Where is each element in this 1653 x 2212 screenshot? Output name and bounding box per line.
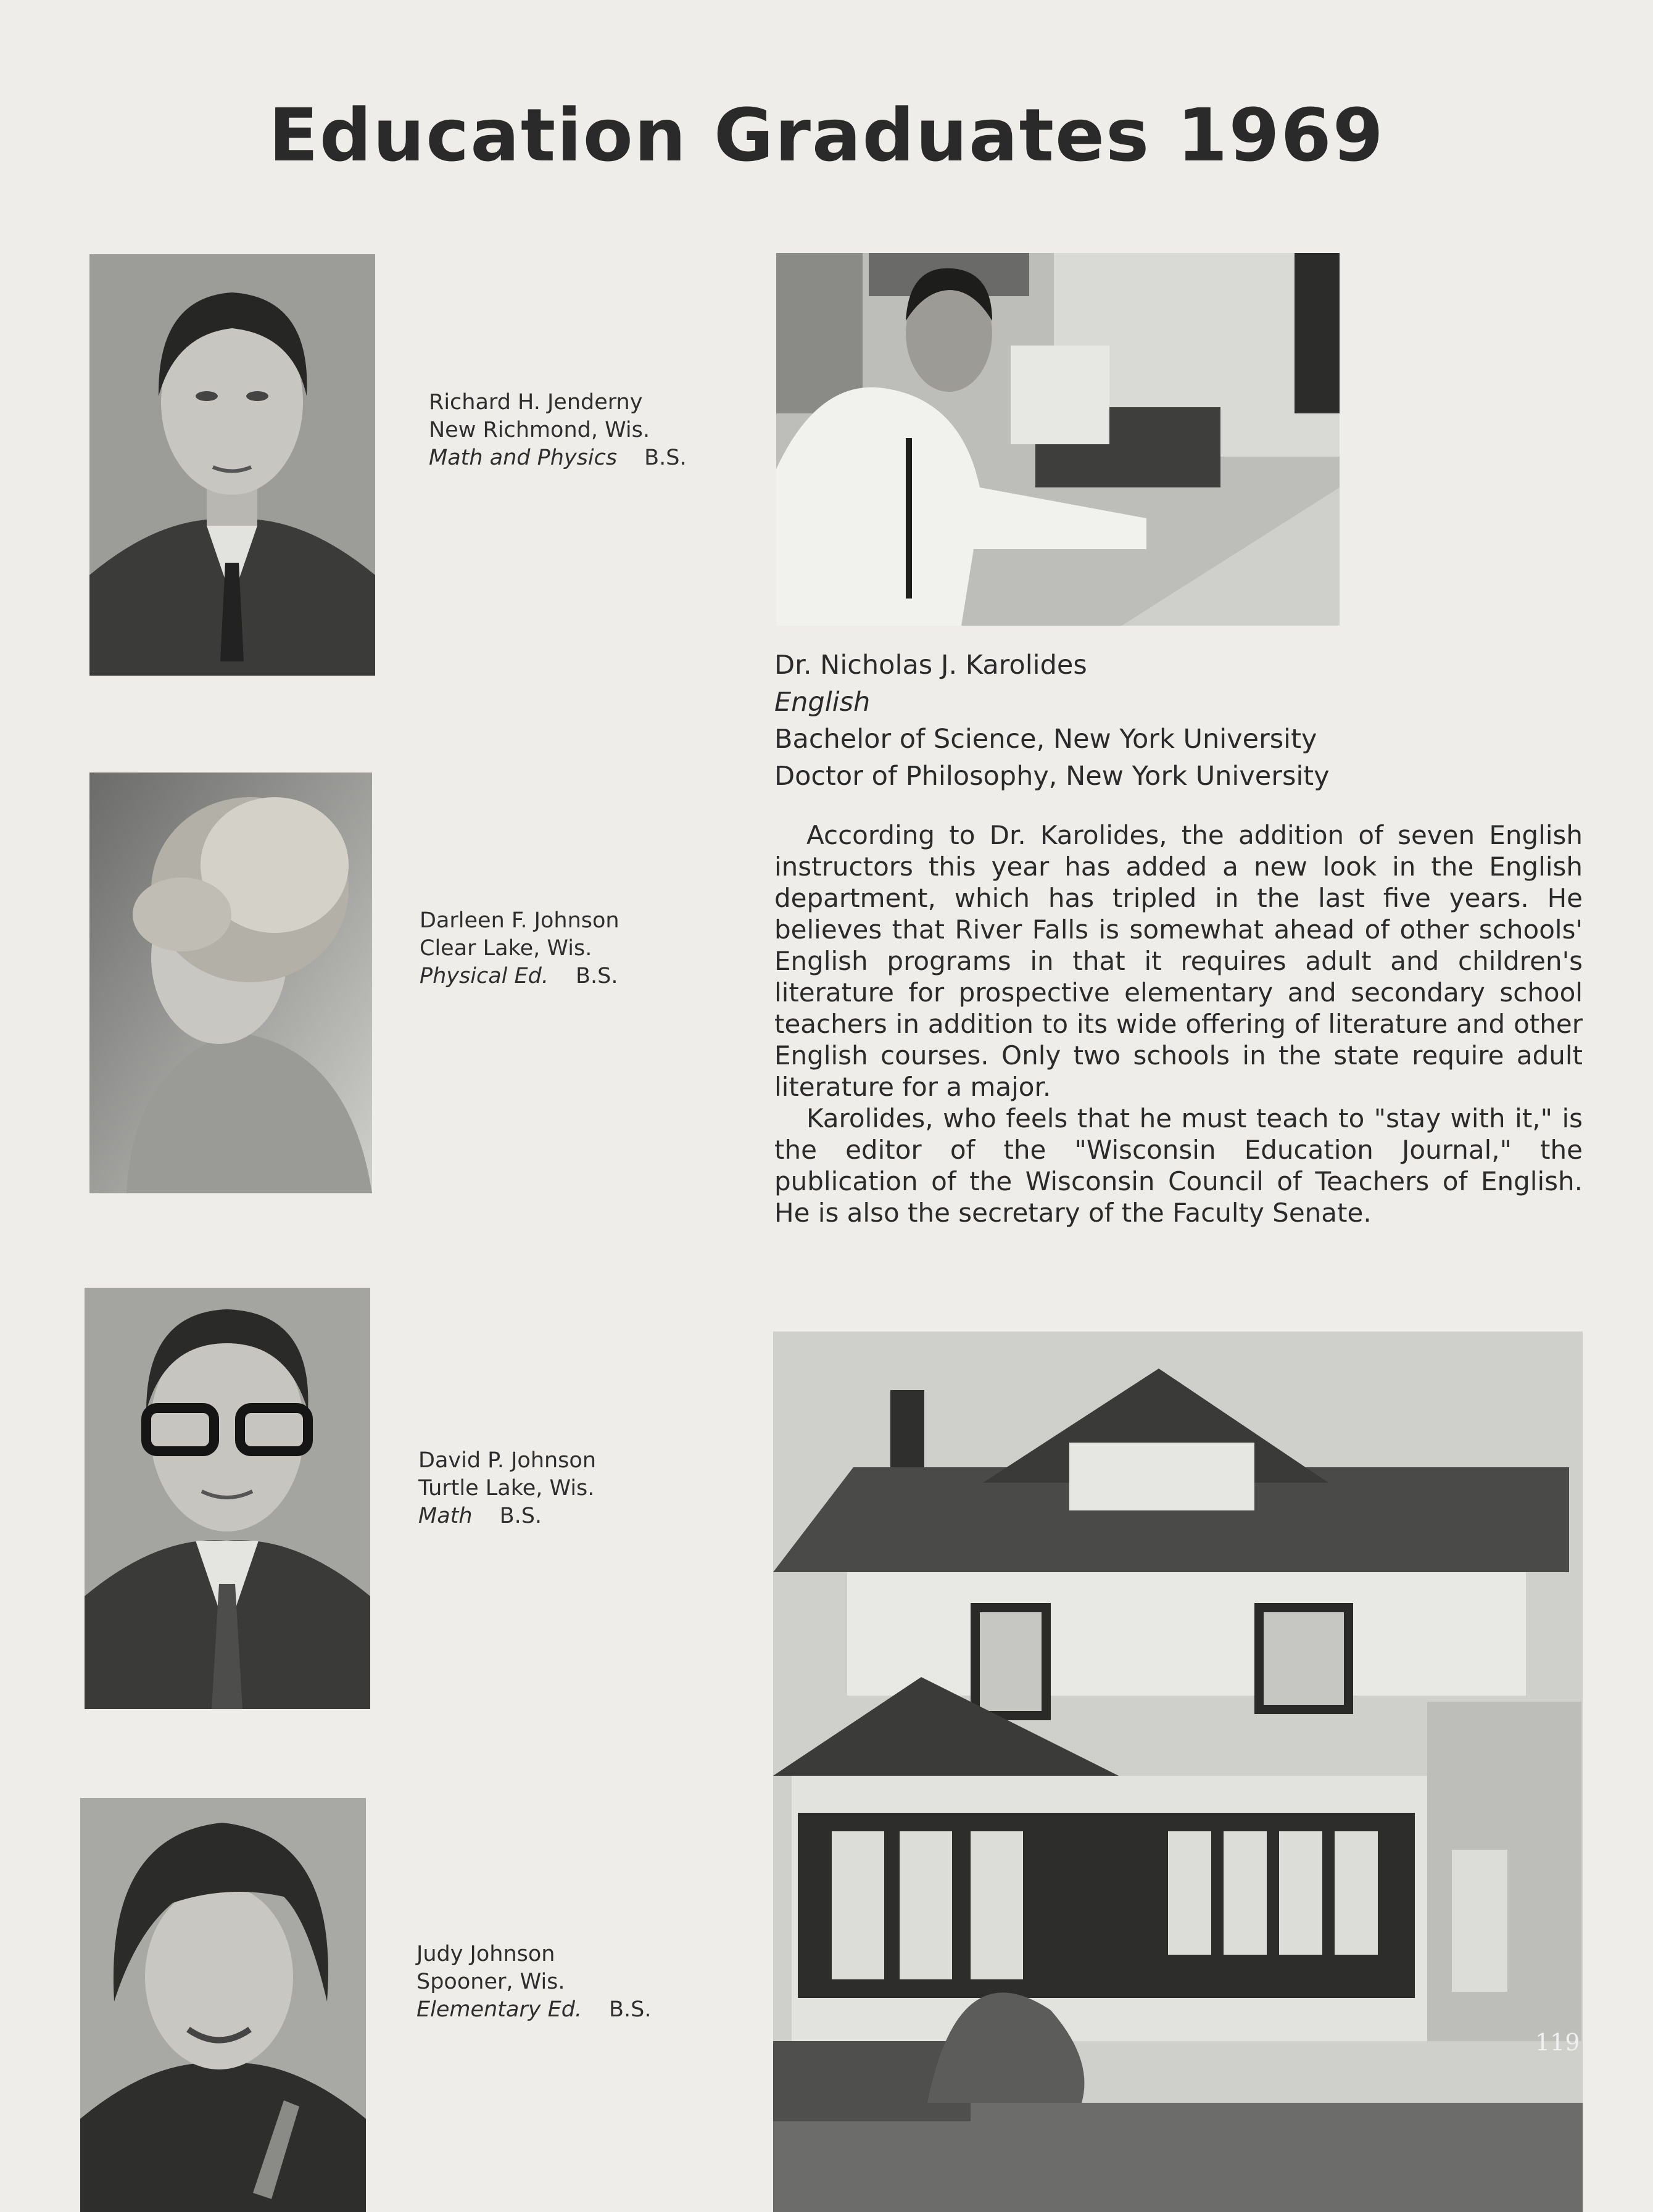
graduate-hometown: Spooner, Wis.	[416, 1970, 565, 1994]
page-title: Education Graduates 1969	[268, 93, 1385, 178]
graduate-major: Math and Physics	[429, 445, 618, 470]
faculty-degree-2: Doctor of Philosophy, New York University	[774, 761, 1330, 792]
graduate-degree: B.S.	[499, 1504, 542, 1528]
graduate-hometown: Clear Lake, Wis.	[420, 936, 592, 961]
page-number: 119	[1535, 2029, 1580, 2056]
graduate-name: Darleen F. Johnson	[420, 908, 619, 933]
portrait-photo-darleen-johnson	[89, 773, 372, 1193]
graduate-major: Physical Ed.	[420, 964, 549, 988]
graduate-caption-david-johnson	[418, 1447, 596, 1530]
graduate-name: Judy Johnson	[416, 1942, 555, 1966]
graduate-name: Richard H. Jenderny	[429, 390, 643, 415]
graduate-degree: B.S.	[609, 1997, 652, 2022]
graduate-caption-darleen-johnson	[420, 907, 619, 990]
portrait-photo-judy-johnson	[80, 1798, 366, 2212]
article-paragraph-1: According to Dr. Karolides, the addition of seven English instructors this year has added a new look in the English department, which has tripled in the last five years. He believes that River Falls is somewhat ahead of other schools' English programs in that it requires adult and children's literature for prospective elementary and secondary school teachers in addition to its wide offering of literature and other English courses. Only two schools in the state require adult literature for a major.	[774, 820, 1583, 1102]
faculty-name: Dr. Nicholas J. Karolides	[774, 650, 1087, 681]
article-body	[774, 819, 1583, 1228]
graduate-caption-judy-johnson	[416, 1941, 652, 2024]
article-paragraph-2: Karolides, who feels that he must teach to "stay with it," is the editor of the "Wisconsin Education Journal," the publication of the Wisconsin Council of Teachers of English. He is also the secretary of the Faculty Senate.	[774, 1103, 1583, 1228]
faculty-photo-karolides	[776, 253, 1340, 626]
portrait-photo-david-johnson	[85, 1288, 370, 1709]
house-photo	[773, 1332, 1583, 2212]
portrait-photo-jenderny	[89, 254, 375, 676]
faculty-degree-1: Bachelor of Science, New York University	[774, 724, 1317, 755]
graduate-caption-jenderny	[429, 389, 687, 472]
graduate-hometown: New Richmond, Wis.	[429, 418, 650, 442]
graduate-major: Math	[418, 1504, 473, 1528]
graduate-major: Elementary Ed.	[416, 1997, 582, 2022]
graduate-name: David P. Johnson	[418, 1448, 597, 1473]
faculty-department: English	[774, 687, 871, 718]
graduate-degree: B.S.	[575, 964, 618, 988]
graduate-hometown: Turtle Lake, Wis.	[418, 1476, 595, 1501]
faculty-info	[774, 647, 1330, 795]
graduate-degree: B.S.	[644, 445, 687, 470]
